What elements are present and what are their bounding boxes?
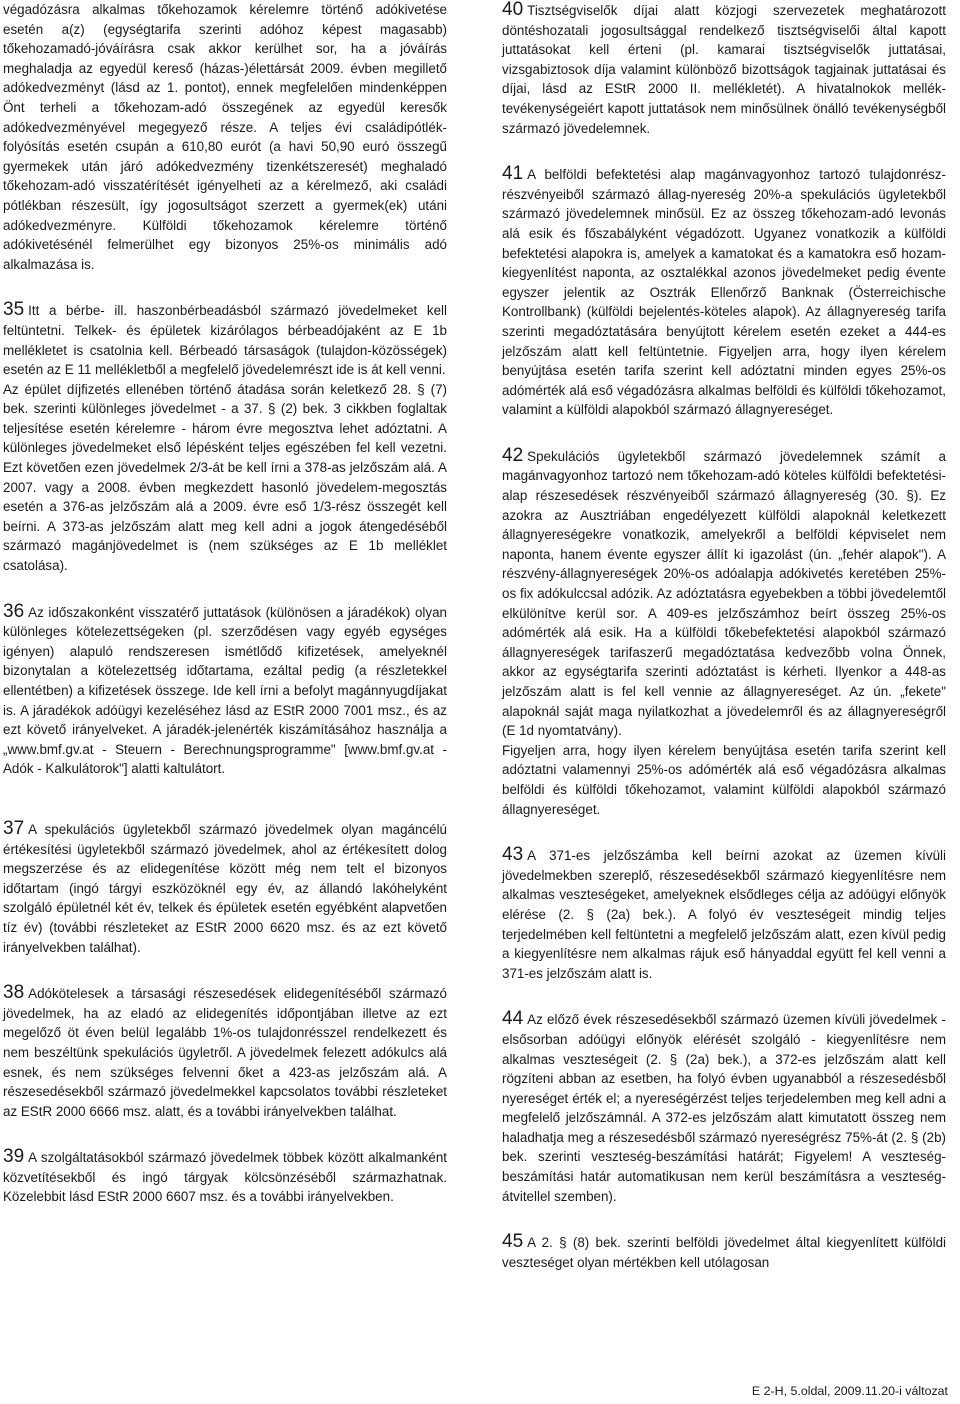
section-39 <box>3 1147 447 1207</box>
section-36 <box>3 602 447 779</box>
section-number: 42 <box>502 444 524 466</box>
page-footer: E 2-H, 5.oldal, 2009.11.20-i változat <box>751 1384 948 1398</box>
section-40 <box>502 0 946 138</box>
section-38 <box>3 983 447 1121</box>
left-column <box>3 0 447 1207</box>
section-text: Adókötelesek a társasági részesedések elidegenítéséből származó jövedelmek, ha az eladó az elidegenítés időpontjában illetve az ezt megelőző öt éven belül legalább 1%-os tulajdonrésszel rendelkezett és nem beszéltünk spekulációs ügyletről. A jövedelmek felezett adókulcs alá esnek, és nem szükséges felvenni őket a 423-as jelzőszám alá. A részesedésekből származó jövedelmekkel kapcsolatos további részleteket az EStR 2000 6666 msz. alatt, és a további irányelvekben találhat. <box>3 986 447 1119</box>
section-number: 45 <box>502 1231 524 1253</box>
section-number: 37 <box>3 817 25 839</box>
section-number: 38 <box>3 982 25 1004</box>
section-number: 43 <box>502 844 524 866</box>
section-text: A 2. § (8) bek. szerinti belföldi jövedelmet által kiegyenlített külföldi veszteséget olyan mértékben kell utólagosan <box>502 1235 946 1270</box>
section-text: Az időszakonként visszatérő juttatások (különösen a járadékok) olyan különleges kötelezettségeken (pl. szerződésen vagy egyéb egységes igényen) alapuló rendszeresen ismétlődő kifizetések, amelyeknél bizonytalan a kötelezettség időtartama, ezáltal pedig (a részletekkel ellentétben) a kifizetések összege. Ide kell írni a befolyt magánnyugdíjakat is. A járadékok adóügyi kezeléséhez lásd az EStR 2000 7001 msz., és az ezt követő irányelveket. A járadék-jelenérték kiszámításához használja a „www.bmf.gv.at - Steuern - Berechnungsprogramme" [www.bmf.gv.at - Adók - Kalkulátorok"] alatti kaltulátort. <box>3 604 447 777</box>
section-41 <box>502 164 946 420</box>
section-text: Spekulációs ügyletekből származó jövedelemnek számít a magánvagyonhoz tartozó nem tőkehozam-adó köteles külföldi befektetési-alap részesedések részvényeiből származó állagnyereség (30. §). Ez azokra az Ausztriában engedélyezett külföldi alapoknál keletkezett állagnyereségekre vonatkozik, amelyekről a belföldi képviselet nem naponta, hanem évente egyszer állít ki igazolást (ún. „fehér alapok"). A részvény-állagnyereségek 20%-os adóalapja adókivetés keretében 25%-os fix adókulccsal adózik. Az adóztatásra egyebekben a többi jövedelemtől elkülönítve kerül sor. A 409-es jelzőszámhoz beírt összeg 25%-os adómérték alá esik. Ha a külföldi tőkebefektetési alapokból származó állagnyereségek tarifaszerű megadóztatása kedvezőbb volna Önnek, akkor az egységtarifa szerinti adóztatást is kérheti. Ilyenkor a 448-as jelzőszám alatt is fel kell vennie az állagnyereséget. Az ún. „fekete" alapoknál saját maga nyilatkozhat a jövedelemről és az állagnyereségről (E 1d nyomtatvány). <box>502 448 946 739</box>
section-text: Itt a bérbe- ill. haszonbérbeadásból származó jövedelmeket kell feltüntetni. Telkek- és épületek kizárólagos bérbeadójaként az E 1b mellékletet is csatolnia kell. Bérbeadó társaságok (tulajdon-közösségek) esetén az E 11 mellékletből a megfelelő jövedelemrészt ide is át kell venni. <box>3 303 447 378</box>
section-35-paragraph-2: Az épület díjfizetés ellenében történő átadása során keletkező 28. § (7) bek. szerinti különleges jövedelmet - a 37. § (2) bek. 3 cikkben foglaltak teljesítése esetén kérelemre - három évre megosztva lehet adóztatni. A különleges jövedelmeket első lépésként teljes egészében fel kell vezetni. Ezt követően ezen jövedelmek 2/3-át be kell írni a 378-as jelzőszám alá. A 2007. vagy a 2008. évben megkezdett hasonló jövedelem-megosztás esetén a 376-as jelzőszám alá a 2009. évre eső 1/3-rész összegét kell beírni. A 373-as jelzőszám alatt meg kell adni a jogok átengedéséből származó magánjövedelmet is (nem szükséges az E 1b melléklet csatolása). <box>3 381 447 574</box>
section-text: Tisztségviselők díjai alatt közjogi szervezetek meghatározott döntéshozatali jogosultsággal rendelkező tisztségviselői által kapott juttatásokat kell érteni (pl. kamarai tisztségviselők juttatásai, vizsgabiztosok díja valamint különböző bizottságok tagjainak juttatásai és díjai, lásd az EStR 2000 II. mellékletét). A hivatalnokok mellék-tevékenységeiért kapott juttatások nem minősülnek önálló tevékenységből származó jövedelemnek. <box>502 3 946 136</box>
section-text: A belföldi befektetési alap magánvagyonhoz tartozó tulajdonrész-részvényeiből származó állag-nyereség 20%-a spekulációs ügyletekből származó jövedelemnek minősül. Ez az összeg tőkehozam-adó levonás alá esik és főszabályként végadózott. Ugyanez vonatkozik a külföldi befektetési alapokra is, amelyek a kamatokat és a kamatokra eső hozam-kiegyenlítést naponta, az osztalékkal azonos jövedelmeket pedig évente egyszer jelentik az Osztrák Ellenőrző Banknak (Österreichische Kontrollbank) (külföldi bejelentés-köteles alapok). Az állagnyereség tarifa szerinti megadóztatására benyújtott kérelem esetén ezeket a 444-es jelzőszám alatt kell feltüntetnie. Figyeljen arra, hogy ilyen kérelem benyújtása esetén tarifa szerint kell adóztatni minden egyes 25%-os adómérték alá eső végadózásra alkalmas belföldi és külföldi tőkehozamot, valamint a külföldi alapokból származó állagnyereséget. <box>502 167 946 418</box>
section-text: A 371-es jelzőszámba kell beírni azokat az üzemen kívüli jövedelmekben szereplő, részesedésekből származó kiegyenlítésre nem alkalmas veszteségeket, amelyeknek elsődleges célja az adóügyi előnyök elérése (2. § (2a) bek.). A folyó év veszteségeit mindig teljes terjedelmében kell feltüntetni a megfelelő jelzőszám alatt, ezen kívül pedig a kiegyenlítésre nem alkalmas rájuk eső hányaddal együtt fel kell venni a 371-es jelzőszám alatt is. <box>502 848 946 981</box>
section-text: A spekulációs ügyletekből származó jövedelmek olyan magáncélú értékesítési ügyletekből származó jövedelmek, ahol az értékesített dolog megszerzése és az elidegenítése között még nem telt el bizonyos időtartam (ingó tárgyi eszközöknél egy év, az állandó lakóhelyként szolgáló épületnél két év, telkek és épületek esetén egyébként alapvetően tíz év) (további részleteket az EStR 2000 6620 msz. és az ezt követő irányelvekben találhat). <box>3 821 447 955</box>
section-number: 41 <box>502 163 524 185</box>
section-text: A szolgáltatásokból származó jövedelmek többek között alkalmanként közvetítésekből és ingó tárgyak kölcsönzéséből származhatnak. Közelebbit lásd EStR 2000 6607 msz. és a további irányelvekben. <box>3 1150 447 1205</box>
section-45 <box>502 1232 946 1272</box>
section-37 <box>3 819 447 957</box>
section-42 <box>502 446 946 741</box>
section-44 <box>502 1009 946 1206</box>
right-column <box>502 0 946 1272</box>
section-number: 36 <box>3 600 25 622</box>
section-35 <box>3 300 447 379</box>
intro-paragraph: végadózásra alkalmas tőkehozamok kérelemre történő adókivetése esetén a(z) (egységtarifa szerinti adóhoz képest magasabb) tőkehozamadó-jóváírásra csak akkor kerülhet sor, ha a jóváírás meghaladja az egyedül kereső (házas-)élettársát 2009. évben megillető adókedvezményt (lásd az 1. pontot), ennek megfelelően mindenképpen Önt terheli a tőkehozam-adó összegének az egyedül keresők adókedvezményével megegyező része. A teljes évi családipótlék-folyósítás esetén csupán a 610,80 eurót (a havi 50,90 euró összegű gyermekek után járó adókedvezmény tizenkétszeresét) meghaladó tőkehozam-adó visszatérítését igényelheti az a kérelmező, aki családi pótlékban részesült, így jogosultságot szerzett a gyermek(ek) utáni adókedvezményre. Külföldi tőkehozamok kérelemre történő adókivetésénél felmerülhet egy bizonyos 25%-os minimális adó alkalmazása is. <box>3 2 447 272</box>
section-42-paragraph-2: Figyeljen arra, hogy ilyen kérelem benyújtása esetén tarifa szerint kell adóztatni valamennyi 25%-os adómérték alá eső végadózásra alkalmas belföldi és külföldi tőkehozamot, valamint külföldi alapokból származó állagnyereséget. <box>502 742 946 817</box>
section-number: 44 <box>502 1008 524 1030</box>
section-43 <box>502 845 946 983</box>
section-number: 40 <box>502 0 524 20</box>
section-number: 39 <box>3 1146 25 1168</box>
section-text: Az előző évek részesedésekből származó üzemen kívüli jövedelmek - elsősorban adóügyi előnyök elérését szolgáló - kiegyenlítésre nem alkalmas veszteségeit (2. § (2a) bek.), a 372-es jelzőszám alatt kell rögzíteni abban az esetben, ha folyó évben ugyanabból a részesedésből nyereséget érték el; a nyereségérzést teljes terjedelemben meg kell adni a megfelelő jelzőszámnál. A 372-es jelzőszám alatt kimutatott összeg nem haladhatja meg a részesedésből származó nyereségrész 75%-át (2. § (2b) bek. szerinti veszteség-beszámítási határát; Figyelem! A veszteség-beszámítási határ automatikusan nem kerül beszámításra a veszteség-átvitellel szemben). <box>502 1012 946 1204</box>
section-number: 35 <box>3 299 25 321</box>
